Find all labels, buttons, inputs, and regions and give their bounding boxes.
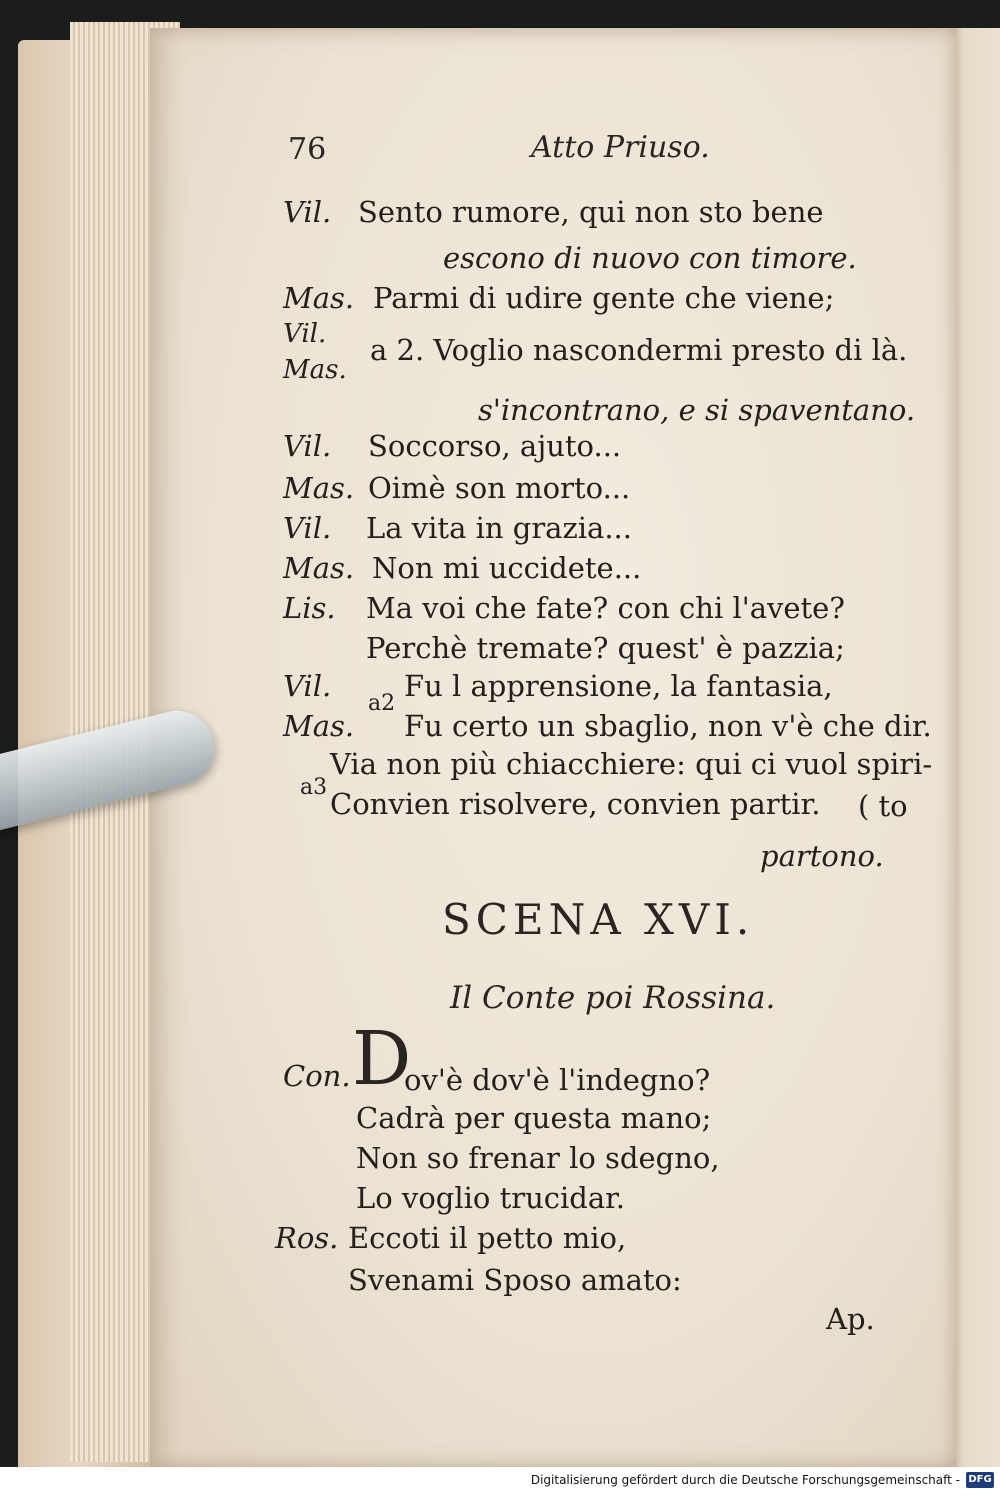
speaker-label: Con. <box>283 1059 351 1093</box>
scene-title: SCENA XVI. <box>442 895 755 944</box>
verse-line: Non so frenar lo sdegno, <box>356 1141 720 1175</box>
verse-line: Convien risolvere, convien partir. <box>330 787 821 821</box>
speaker-label: Vil. <box>283 511 332 545</box>
verse-line: Via non più chiacchiere: qui ci vuol spiri- <box>330 747 933 781</box>
speaker-label: Mas. <box>283 281 355 315</box>
verse-line: Non mi uccidete... <box>372 551 642 585</box>
ensemble-marker: a2 <box>368 691 396 716</box>
page-number: 76 <box>288 132 327 167</box>
speaker-label: Ros. <box>275 1221 339 1255</box>
dfg-logo: DFG <box>966 1472 994 1488</box>
speaker-label: Vil. <box>283 319 327 349</box>
speaker-label: Mas. <box>283 551 355 585</box>
page-header <box>288 130 888 180</box>
stage-direction: s'incontrano, e si spaventano. <box>478 393 916 427</box>
speaker-label: Vil. <box>283 669 332 703</box>
verse-line: ov'è dov'è l'indegno? <box>404 1063 711 1097</box>
verse-line: Oimè son morto... <box>368 471 631 505</box>
turnover-fragment: ( to <box>858 789 908 823</box>
verse-line: Fu certo un sbaglio, non v'è che dir. <box>404 709 932 743</box>
drop-capital: D <box>352 1016 412 1102</box>
verse-line: Soccorso, ajuto... <box>368 429 622 463</box>
speaker-label: Vil. <box>283 429 332 463</box>
verse-line: a 2. Voglio nascondermi presto di là. <box>370 333 908 367</box>
footer-bar <box>0 1467 1000 1495</box>
scene-subtitle: Il Conte poi Rossina. <box>450 980 776 1016</box>
speaker-label: Mas. <box>283 355 347 385</box>
speaker-label: Lis. <box>283 591 336 625</box>
speaker-label: Vil. <box>283 195 332 229</box>
verse-line: Lo voglio trucidar. <box>356 1181 626 1215</box>
verse-line: Sento rumore, qui non sto bene <box>358 195 824 229</box>
speaker-label: Mas. <box>283 471 355 505</box>
stage-direction: escono di nuovo con timore. <box>443 241 857 275</box>
catchword: Ap. <box>826 1302 875 1336</box>
verse-line: Parmi di udire gente che viene; <box>373 281 835 315</box>
verse-line: La vita in grazia... <box>366 511 632 545</box>
speaker-label: Mas. <box>283 709 355 743</box>
verse-line: Svenami Sposo amato: <box>348 1263 682 1297</box>
verse-line: Eccoti il petto mio, <box>348 1221 627 1255</box>
verse-line: Fu l apprensione, la fantasia, <box>404 669 833 703</box>
verse-line: Ma voi che fate? con chi l'avete? <box>366 591 845 625</box>
running-head: Atto Priuso. <box>531 130 710 165</box>
verse-line: Cadrà per questa mano; <box>356 1101 712 1135</box>
verse-line: Perchè tremate? quest' è pazzia; <box>366 631 845 665</box>
ensemble-marker: a3 <box>300 775 328 800</box>
stage-direction: partono. <box>760 839 884 873</box>
funding-notice: Digitalisierung gefördert durch die Deutsche Forschungsgemeinschaft - <box>530 1473 960 1487</box>
